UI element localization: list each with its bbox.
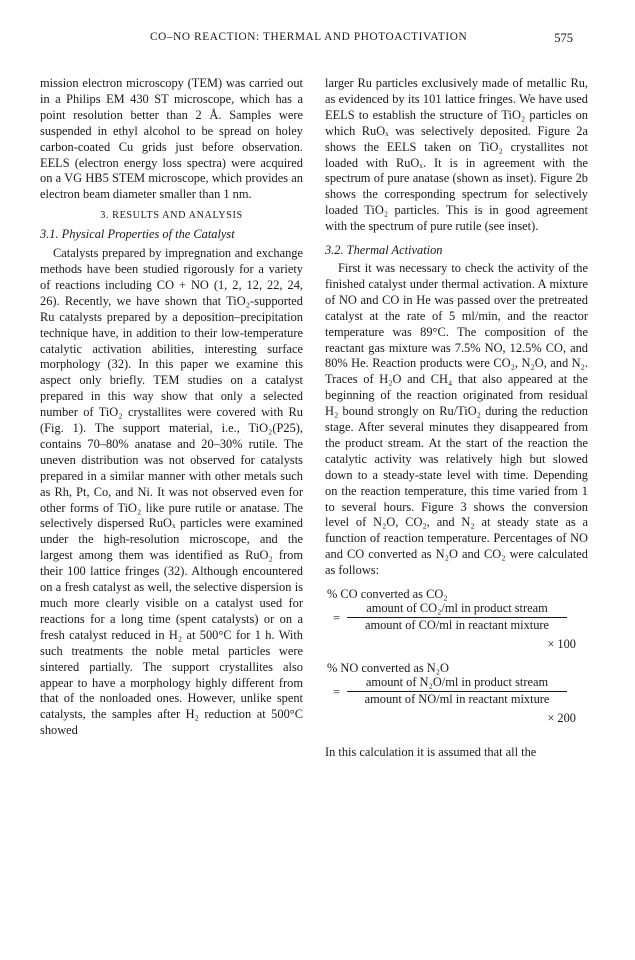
- equation-multiplier: × 100: [547, 637, 576, 652]
- equation-no-conversion: [325, 661, 588, 727]
- equation-numerator: amount of CO₂/ml in product stream: [366, 601, 548, 616]
- equals-sign: =: [333, 685, 340, 700]
- section-heading: 3. RESULTS AND ANALYSIS: [100, 210, 243, 222]
- right-column: [325, 76, 588, 761]
- running-head: CO–NO REACTION: THERMAL AND PHOTOACTIVATION: [150, 31, 468, 43]
- equation-numerator: amount of N₂O/ml in product stream: [365, 675, 549, 690]
- equation-label: % NO converted as N₂O: [327, 661, 449, 676]
- paragraph: larger Ru particles exclusively made of metallic Ru, as evidenced by its 101 lattice fringes. We have used EELS to establish the structure of TiO₂ particles on which RuOₓ was selectively deposited. Figure 2a shows the EELS taken on TiO₂ crystallites not loaded with RuOₓ. It is in agreement with the spectrum of pure anatase (shown as inset). Figure 2b shows the corresponding spectrum for selectively loaded TiO₂ particles. This is in good agreement with the spectrum of pure rutile (see inset).: [325, 76, 588, 234]
- paragraph: First it was necessary to check the activity of the finished catalyst under thermal activation. A mixture of NO and CO in He was passed over the pretreated catalyst at the rate of 5 ml/min, and the reactor temperature was 89°C. The composition of the reactant gas mixture was 7.5% NO, 12.5% CO, and 80% He. Reaction products were CO₂, N₂O, and N₂. Traces of H₂O and CH₄ that also appeared at the beginning of the reaction originated from residual H₂ bound strongly on Ru/TiO₂ during the reduction stage. After several minutes they disappeared from the product stream. At the start of the reaction the catalytic activity was relatively high but slowed down to a steady-state level with time. Depending on the reaction temperature, this time varied from 1 to several hours. Figure 3 shows the conversion level of N₂O, CO₂, and N₂ at steady state as a function of reaction temperature. Percentages of NO and CO converted as N₂O and CO₂ were calculated as follows:: [325, 260, 588, 578]
- left-column: [40, 76, 303, 739]
- subsection-heading: 3.2. Thermal Activation: [325, 243, 443, 258]
- paragraph: mission electron microscopy (TEM) was carried out in a Philips EM 430 ST microscope, which has a point resolution better than 2 Å. Samples were suspended in ethyl alcohol to be spread on holey carbon-coated Cu grids just before observation. EELS (electron energy loss spectra) were acquired on a VG HB5 STEM microscope, which provides an electron beam diameter smaller than 1 nm.: [40, 76, 303, 202]
- equation-multiplier: × 200: [547, 711, 576, 726]
- equals-sign: =: [333, 611, 340, 626]
- paragraph: Catalysts prepared by impregnation and exchange methods have been studied rigorously for a variety of reactions including CO + NO (1, 2, 12, 22, 24, 26). Recently, we have shown that TiO₂-supported Ru catalysts prepared by a deposition–precipitation technique have, in addition to their low-temperature catalytic activation abilities, interesting surface morphology (32). In this paper we examine this aspect only briefly. TEM studies on a catalyst prepared in this way show that only a selected number of TiO₂ crystallites were covered with Ru (Fig. 1). The support material, i.e., TiO₂(P25), contains 70–80% anatase and 20–30% rutile. The uneven distribution was not observed for catalysts prepared in a similar manner with other metals such as Rh, Pt, Co, and Ni. It was not observed even for other forms of TiO₂ like pure rutile or anatase. The selectively dispersed RuOₓ particles were examined under the high-resolution microscope, and the largest among them was identified as RuO₂ from their 100 lattice fringes (32). Although encountered on a fresh catalyst as well, the selective dispersion is much more clearly visible on a catalyst used for reactions for a long time (spent catalysts) or on a fresh catalyst reduced in H₂ at 500°C for 1 h. With such treatments the noble metal particles were sintered partially. The support crystallites also appear to have a morphology highly different from that of the nonloaded ones. However, unlike spent catalysts, the samples after H₂ reduction at 500°C showed: [40, 246, 303, 738]
- equation-co-conversion: [325, 587, 588, 653]
- subsection-heading: 3.1. Physical Properties of the Catalyst: [40, 227, 235, 242]
- equation-denominator: amount of NO/ml in reactant mixture: [364, 692, 550, 707]
- equation-label: % CO converted as CO₂: [327, 587, 448, 602]
- paragraph: In this calculation it is assumed that all the: [325, 745, 537, 760]
- page-header: [0, 31, 635, 51]
- page-number: 575: [554, 31, 573, 45]
- equation-denominator: amount of CO/ml in reactant mixture: [364, 618, 550, 633]
